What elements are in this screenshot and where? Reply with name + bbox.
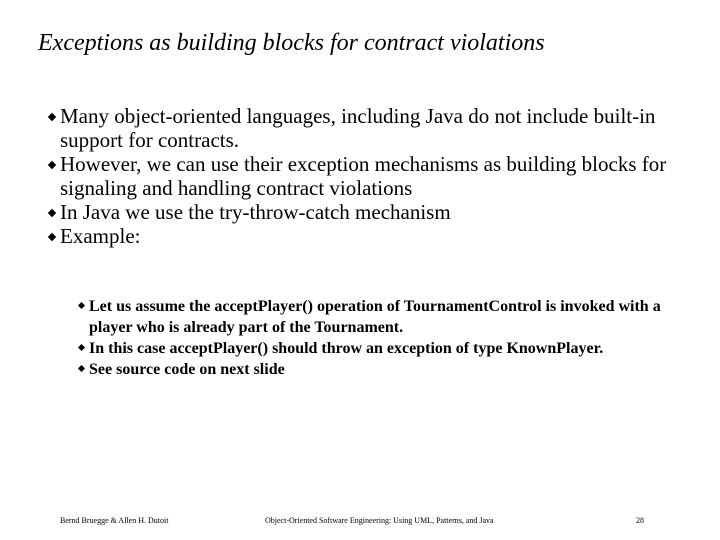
sub-bullet-text: Let us assume the acceptPlayer() operation of TournamentControl is invoked with a player who is already part of the Tournament.: [89, 298, 661, 336]
bullet-item: [52, 152, 682, 200]
sub-bullet-item: [80, 338, 680, 359]
bullet-text: In Java we use the try-throw-catch mechanism: [60, 200, 451, 224]
bullet-item: [52, 224, 682, 248]
bullet-item: [52, 104, 682, 152]
diamond-bullet-icon: [48, 209, 56, 217]
sub-bullet-item: [80, 359, 680, 380]
small-diamond-bullet-icon: [78, 365, 85, 372]
sub-bullet-text: In this case acceptPlayer() should throw an exception of type KnownPlayer.: [89, 340, 604, 357]
diamond-bullet-icon: [48, 233, 56, 241]
bullet-item: [52, 200, 682, 224]
footer-book-title: Object-Oriented Software Engineering: Using UML, Patterns, and Java: [265, 516, 494, 525]
slide-title: Exceptions as building blocks for contract violations: [38, 30, 545, 56]
diamond-bullet-icon: [48, 161, 56, 169]
bullet-list: [52, 104, 682, 248]
bullet-text: Example:: [60, 224, 141, 248]
bullet-text: However, we can use their exception mechanisms as building blocks for signaling and handling contract violations: [60, 152, 667, 200]
footer-page-number: 28: [636, 516, 644, 525]
sub-bullet-text: See source code on next slide: [89, 361, 285, 378]
sub-bullet-item: [80, 296, 680, 338]
small-diamond-bullet-icon: [78, 302, 85, 309]
diamond-bullet-icon: [48, 113, 56, 121]
small-diamond-bullet-icon: [78, 344, 85, 351]
bullet-text: Many object-oriented languages, including Java do not include built-in support for contracts.: [60, 104, 656, 152]
footer-authors: Bernd Bruegge & Allen H. Dutoit: [60, 516, 169, 525]
sub-bullet-list: [80, 296, 680, 380]
